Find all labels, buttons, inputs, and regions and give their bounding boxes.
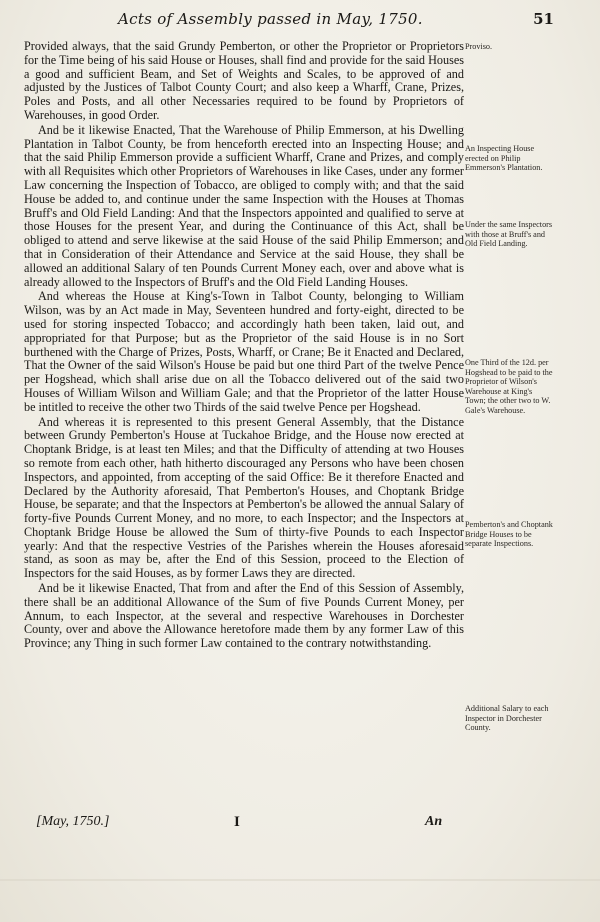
margin-note-separate: Pemberton's and Choptank Bridge Houses to be separate Inspections. — [465, 520, 553, 549]
margin-note-proviso: Proviso. — [465, 42, 493, 51]
footer-date: [May, 1750.] — [36, 814, 110, 829]
running-title: Acts of Assembly passed in May, 1750. — [118, 10, 423, 28]
footer — [0, 814, 600, 840]
margin-note-same-inspection: Under the same Inspectors with those at Bruff's and Old Field Landing. — [465, 220, 553, 249]
margin-note-dorchester: Additional Salary to each Inspector in Dorchester County. — [465, 704, 549, 733]
paragraph-dorchester-allowance: And be it likewise Enacted, That from and after the End of this Session of Assembly, there shall be an additional Allowance of the Sum of five Pounds Current Money, per Annum, to each Inspector, at the several and respective Warehouses in Dorchester County, over and above the Allowance heretofore made them by any former Law of this Province; any Thing in such former Law contained to the contrary notwithstanding. — [24, 581, 464, 651]
paragraph-proviso: Provided always, that the said Grundy Pemberton, or other the Proprietor or Proprietors for the Time being of his said House or Houses, shall find and provide for the said Houses a good and sufficient Beam, and Set of Weights and Scales, to be approved of and adjusted by the Justices of Talbot County Court; and also keep a Wharff, Crane, Prizes, Poles and Posts, and all other Necessaries required to be found by Proprietors of Warehouses, in good Order. — [24, 39, 464, 122]
running-head — [0, 10, 600, 34]
margin-note-kings-town: One Third of the 12d. per Hogshead to be paid to the Proprietor of Wilson's Warehouse at King's Town; the other two to W. Gale's Warehouse. — [465, 358, 553, 415]
body-text — [24, 40, 464, 652]
paragraph-kings-town: And whereas the House at King's-Town in Talbot County, belonging to William Wilson, was by an Act made in May, Seventeen hundred and forty-eight, directed to be used for storing inspected Tobacco; and accordingly hath been taken, laid out, and appropriated for that Purpose; but as the Proprietor of the said House is in no Sort burthened with the Charge of Prizes, Posts, Wharff, or Crane; Be it Enacted and Declared, That the Owner of the said Wilson's House be paid but one third Part of the twelve Pence per Hogshead, which shall arise due on all the Tobacco delivered out of the said two Houses of William Wilson and William Gale; and that the Proprietor of the latter House be intitled to receive the other two Thirds of the said twelve Pence per Hogshead. — [24, 289, 464, 414]
paragraph-emmerson-house: And be it likewise Enacted, That the Warehouse of Philip Emmerson, at his Dwelling Plantation in Talbot County, be from henceforth erected into an Inspecting House; and that the said Philip Emmerson provide a sufficient Wharff, Crane and Prizes, and comply with all Requisites which other Proprietors of Warehouses in like Cases, under any former Law concerning the Inspection of Tobacco, are obliged to comply with; and that the said House be added to, and continue under the same Inspection with the Houses at Thomas Bruff's and Old Field Landing: And that the Inspectors appointed and qualified to serve at those Houses for the present Year, and during the Continuance of this Act, shall be obliged to attend and serve likewise at the said House of the said Philip Emmerson; and that in Consideration of their Attendance and Service at the said House, they shall be allowed an additional Salary of ten Pounds Current Money each, over and above what is already allowed to the Inspectors of Bruff's and the Old Field Landing Houses. — [24, 122, 464, 289]
paragraph-pemberton-choptank: And whereas it is represented to this present General Assembly, that the Distance between Grundy Pemberton's House at Tuckahoe Bridge, and the House now erected at Choptank Bridge, is at least ten Miles; and that the Difficulty of attending at two Houses so remote from each other, hath hitherto discouraged any Persons who have been chosen Inspectors, and appointed, from accepting of the said Office: Be it therefore Enacted and Declared by the Authority aforesaid, That Pemberton's Houses, and Choptank Bridge House, be separate; and that the Inspectors at Pemberton's be allowed the annual Salary of forty-five Pounds Current Money, and no more, to each Inspector; and the Inspectors at Choptank Bridge House be allowed the Sum of thirty-five Pounds to each Inspector yearly: And that the respective Vestries of the Parishes wherein the Houses aforesaid stand, as soon as may be, after the End of this Session, proceed to the Election of Inspectors for the said Houses, as by former Laws they are directed. — [24, 414, 464, 581]
margin-note-emmerson: An Inspecting House erected on Philip Emmerson's Plantation. — [465, 144, 543, 173]
footer-catchword: An — [425, 814, 443, 829]
footer-signature-mark: I — [234, 814, 240, 830]
page-number: 51 — [533, 10, 554, 28]
